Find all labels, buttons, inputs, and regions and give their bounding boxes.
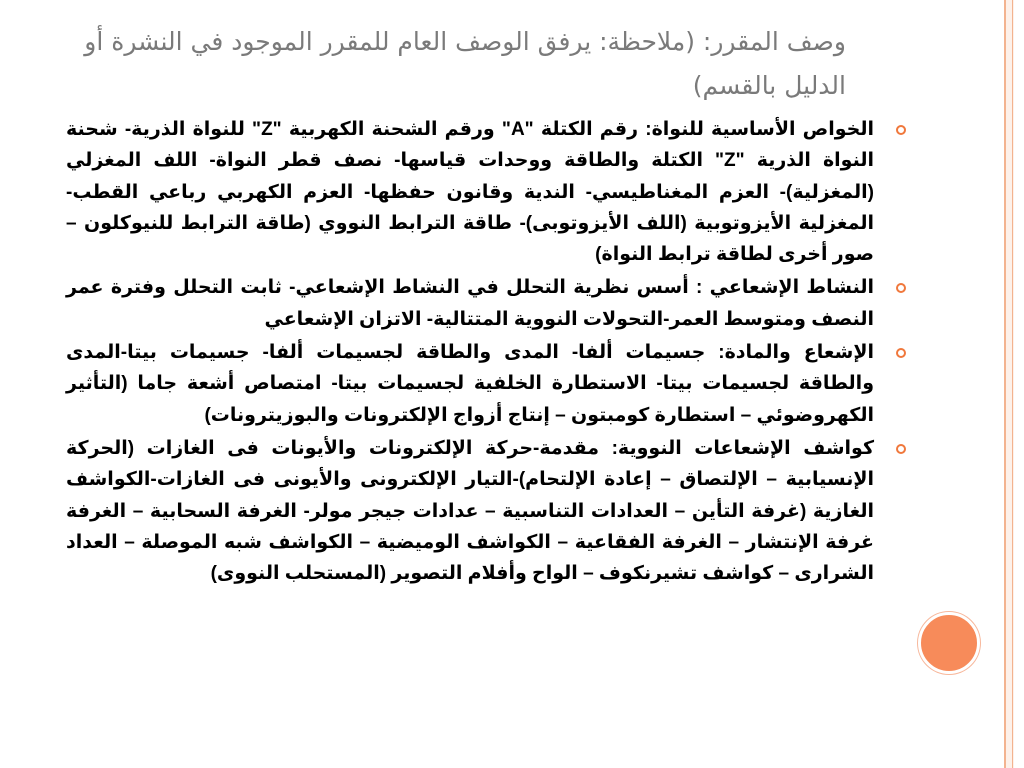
circle-decoration-icon	[918, 612, 980, 674]
bullet-item	[66, 433, 908, 589]
bullet-item-text: الإشعاع والمادة: جسيمات ألفا- المدى والطاقة لجسيمات ألفا- جسيمات بيتا-المدى والطاقة لجسيمات بيتا- الاستطارة الخلفية لجسيمات بيتا- امتصاص أشعة جاما (التأثير الكهروضوئي – استطارة كومبتون – إنتاج أزواج الإلكترونات والبوزيترونات)	[66, 342, 874, 426]
slide-title: وصف المقرر: (ملاحظة: يرفق الوصف العام للمقرر الموجود في النشرة أو الدليل بالقسم)	[84, 27, 846, 100]
ring-bullet-icon	[896, 348, 906, 358]
bullet-item-text: النشاط الإشعاعي : أسس نظرية التحلل في النشاط الإشعاعي- ثابت التحلل وفترة عمر النصف ومتوسط العمر-التحولات النووية المتتالية- الاتزان الإشعاعي	[66, 277, 874, 330]
right-frame-line-outer	[1004, 0, 1006, 768]
ring-bullet-icon	[896, 125, 906, 135]
right-frame-line-inner	[1012, 0, 1013, 768]
bullet-item	[66, 337, 908, 431]
ring-bullet-icon	[896, 283, 906, 293]
bullet-item-text: الخواص الأساسية للنواة: رقم الكتلة "A" ورقم الشحنة الكهربية "Z" للنواة الذرية- شحنة النواة الذرية "Z" الكتلة والطاقة ووحدات قياسها- نصف قطر النواة- اللف المغزلي (المغزلية)- العزم المغناطيسي- الندية وقانون حفظها- العزم الكهربي رباعي القطب- المغزلية الأيزوتوبية (اللف الأيزوتوبى)- طاقة الترابط النووي (طاقة الترابط للنيوكلون – صور أخرى لطاقة ترابط النواة)	[66, 119, 874, 266]
bullet-item-text: كواشف الإشعاعات النووية: مقدمة-حركة الإلكترونات والأيونات فى الغازات (الحركة الإنسيابية – الإلتصاق – إعادة الإلتحام)-التيار الإلكترونى والأيونى فى الغازات-الكواشف الغازية (غرفة التأين – العدادات التناسبية – عدادات جيجر مولر- الغرفة السحابية – الغرفة غرفة الإنتشار – الغرفة الفقاعية – الكواشف الوميضية – الكواشف شبه الموصلة – العداد الشرارى – كواشف تشيرنكوف – الواح وأفلام التصوير (المستحلب النووى)	[66, 437, 874, 585]
bullet-list	[66, 114, 908, 591]
ring-bullet-icon	[896, 444, 906, 454]
bullet-item	[66, 272, 908, 335]
bullet-item	[66, 114, 908, 270]
